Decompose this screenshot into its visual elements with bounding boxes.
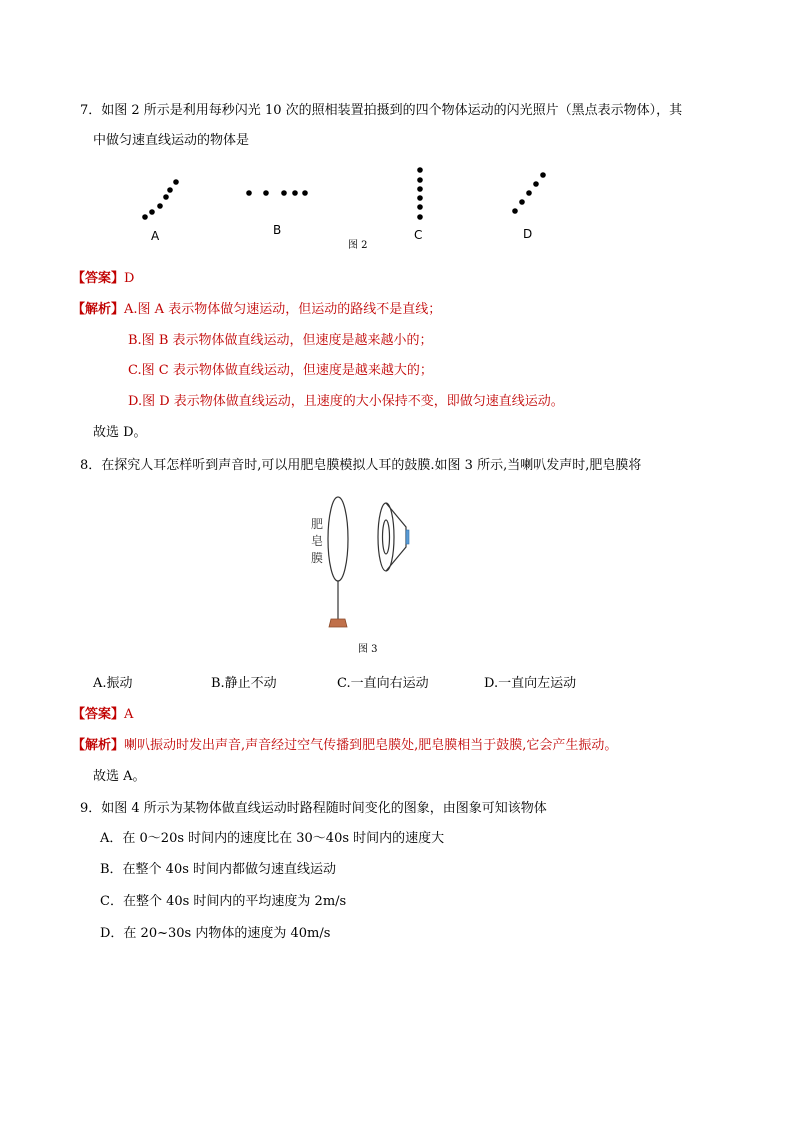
figure-2-label-b: B <box>273 223 282 237</box>
answer-value: D <box>124 271 135 286</box>
soap-film-label: 肥 皂 膜 <box>311 517 324 565</box>
q7-analysis-d: D.图 D 表示物体做直线运动，且速度的大小保持不变，即做匀速直线运动。 <box>128 394 564 409</box>
q9-option-b: B．在整个 40s 时间内都做匀速直线运动 <box>100 862 337 877</box>
q8-answer <box>72 706 133 724</box>
figure-2-label-c: C <box>414 228 423 242</box>
analysis-text: A.图 A 表示物体做匀速运动，但运动的路线不是直线； <box>124 302 442 317</box>
q8-option-c: C.一直向右运动 <box>337 676 429 691</box>
q8-option-d: D.一直向左运动 <box>484 676 577 691</box>
answer-tag: 【答案】 <box>72 707 125 722</box>
q9-option-c: C．在整个 40s 时间内的平均速度为 2m/s <box>100 894 347 909</box>
q7-analysis-b: B.图 B 表示物体做直线运动，但速度是越来越小的； <box>128 333 433 348</box>
figure-2-caption: 图 2 <box>348 240 368 251</box>
q9-stem: 9．如图 4 所示为某物体做直线运动时路程随时间变化的图象，由图象可知该物体 <box>80 801 547 816</box>
analysis-text: 喇叭振动时发出声音,声音经过空气传播到肥皂膜处,肥皂膜相当于鼓膜,它会产生振动。 <box>124 738 618 753</box>
q8-analysis <box>72 737 617 755</box>
q8-option-b: B.静止不动 <box>211 676 277 691</box>
q9-option-a: A．在 0～20s 时间内的速度比在 30～40s 时间内的速度大 <box>100 831 445 846</box>
speaker <box>378 503 409 571</box>
q8-conclusion: 故选 A。 <box>93 769 146 784</box>
figure-2-label-a: A <box>151 229 160 243</box>
q9-option-d: D．在 20~30s 内物体的速度为 40m/s <box>100 926 331 941</box>
answer-value: A <box>124 707 134 722</box>
stand-base <box>329 619 347 627</box>
analysis-tag: 【解析】 <box>72 738 125 753</box>
q7-stem-line1: 7．如图 2 所示是利用每秒闪光 10 次的照相装置拍摄到的四个物体运动的闪光照片（黑点表示物体），其 <box>80 103 683 118</box>
analysis-tag: 【解析】 <box>72 302 125 317</box>
q8-stem: 8．在探究人耳怎样听到声音时,可以用肥皂膜模拟人耳的鼓膜.如图 3 所示,当喇叭发声时,肥皂膜将 <box>80 458 642 473</box>
q7-conclusion: 故选 D。 <box>93 425 147 440</box>
q8-option-a: A.振动 <box>93 676 133 691</box>
soap-film <box>328 497 348 581</box>
figure-2-label-d: D <box>523 227 533 241</box>
q7-stem-line2: 中做匀速直线运动的物体是 <box>93 133 250 148</box>
figure-3-caption: 图 3 <box>358 644 378 655</box>
answer-tag: 【答案】 <box>72 271 125 286</box>
q7-analysis-c: C.图 C 表示物体做直线运动，但速度是越来越大的； <box>128 363 433 378</box>
